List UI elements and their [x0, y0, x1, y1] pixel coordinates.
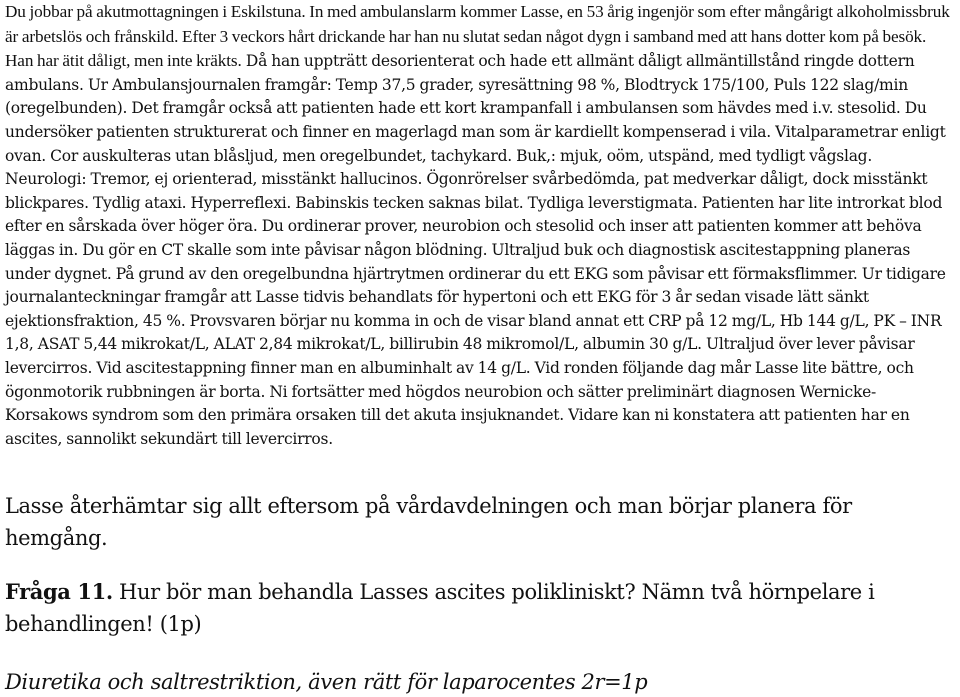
case-statement: Lasse återhämtar sig allt eftersom på vårdavdelningen och man börjar planera för hemgång.: [5, 494, 852, 550]
question-label: Fråga 11.: [5, 579, 113, 604]
question-text: Hur bör man behandla Lasses ascites polikliniskt? Nämn två hörnpelare i behandlingen! (1p): [5, 580, 875, 636]
case-description: [5, 0, 957, 451]
question-11: [5, 576, 955, 640]
answer-text: Diuretika och saltrestriktion, även rätt för laparocentes 2r=1p: [5, 670, 648, 694]
case-paragraph-intro: Du jobbar på akutmottagningen i Eskilstuna. In med ambulanslarm kommer Lasse, en 53 årig ingenjör som efter mångårigt alkoholmissbruk är arbetslös och frånskild. Efter 3 veckors hårt drickande har han nu slutat sedan något dygn i samband med att hans dotter kom på besök. Han har ätit dåligt, men inte kräkts.: [5, 2, 950, 71]
case-paragraph-main: Då han uppträtt desorienterat och hade ett allmänt dåligt allmäntillstånd ringde dottern ambulans. Ur Ambulansjournalen framgår: Temp 37,5 grader, syresättning 98 %, Blodtryck 175/100, Puls 122 slag/min (oregelbunden). Det framgår också att patienten hade ett kort krampanfall i ambulansen som hävdes med i.v. stesolid. Du undersöker patienten strukturerat och finner en magerlagd man som är kardiellt kompenserad i vila. Vitalparametrar enligt ovan. Cor auskulteras utan blåsljud, men oregelbundet, tachykard. Buk,: mjuk, oöm, utspänd, med tydligt vågslag. Neurologi: Tremor, ej orienterad, misstänkt hallucinos. Ögonrörelser svårbedömda, pat medverkar dåligt, dock misstänkt blickpares. Tydlig ataxi. Hyperreflexi. Babinskis tecken saknas bilat. Tydliga leverstigmata. Patienten har lite introrkat blod efter en sårskada över höger öra. Du ordinerar prover, neurobion och stesolid och inser att patienten kommer att behöva läggas in. Du gör en CT skalle som inte påvisar någon blödning. Ultraljud buk och diagnostisk ascitestappning planeras under dygnet. På grund av den oregelbundna hjärtrytmen ordinerar du ett EKG som påvisar ett förmaksflimmer. Ur tidigare journalanteckningar framgår att Lasse tidvis behandlats för hypertoni och ett EKG för 3 år sedan visade lätt sänkt ejektionsfraktion, 45 %. Provsvaren börjar nu komma in och de visar bland annat ett CRP på 12 mg/L, Hb 144 g/L, PK – INR 1,8, ASAT 5,44 mikrokat/L, ALAT 2,84 mikrokat/L, billirubin 48 mikromol/L, albumin 30 g/L. Ultraljud över lever påvisar levercirros. Vid ascitestappning finner man en albuminhalt av 14 g/L. Vid ronden följande dag mår Lasse lite bättre, och ögonmotorik rubbningen är borta. Ni fortsätter med högdos neurobion och sätter preliminärt diagnosen Wernicke-Korsakows syndrom som den primära orsaken till det akuta insjuknandet. Vidare kan ni konstatera att patienten har en ascites, sannolikt sekundärt till levercirros.: [5, 52, 946, 448]
